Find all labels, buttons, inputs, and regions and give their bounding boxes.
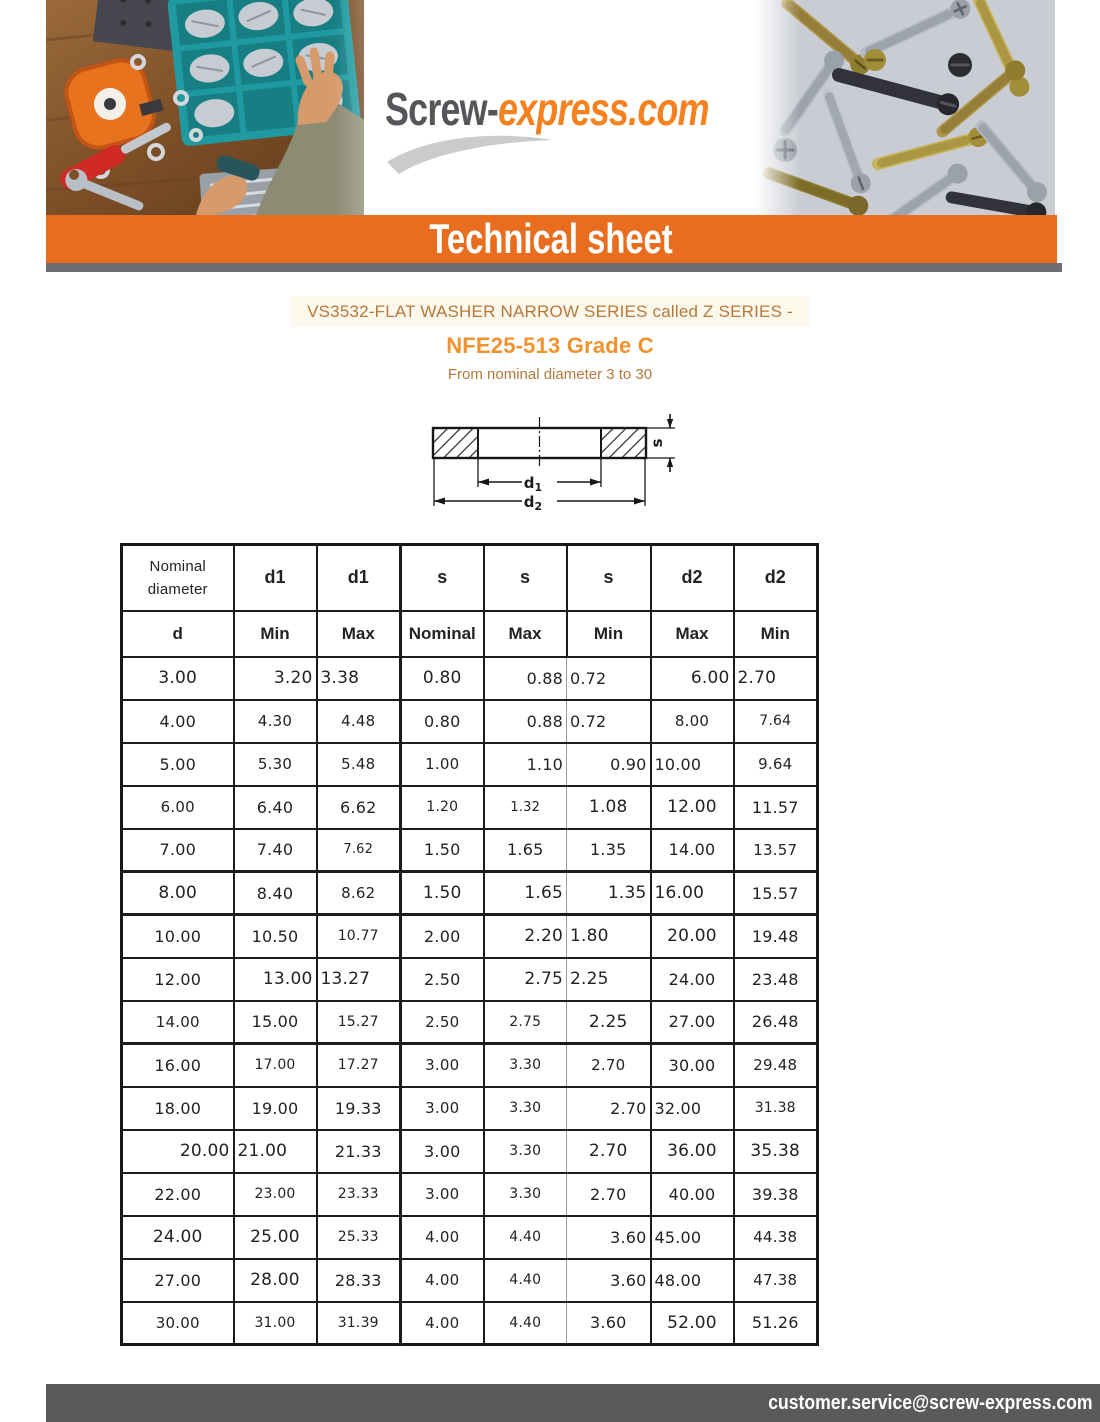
table-cell: 2.75 [484,958,567,1001]
table-row [122,872,818,915]
table-cell: 0.88 [484,657,567,700]
table-cell: 22.00 [122,1173,234,1216]
col-header: d1 [317,545,401,611]
col-header: s [484,545,567,611]
table-cell: 0.72 [567,657,651,700]
table-cell: 3.30 [484,1130,567,1173]
table-cell: 14.00 [651,829,734,872]
table-cell: 4.40 [484,1302,567,1345]
table-cell: 10.00 [122,915,234,958]
table-cell: 5.00 [122,743,234,786]
table-cell: 4.00 [401,1259,484,1302]
table-cell: 3.38 [317,657,401,700]
table-cell: 31.00 [234,1302,317,1345]
logo-swoosh [385,130,560,180]
table-cell: 6.00 [122,786,234,829]
table-cell: 10.50 [234,915,317,958]
washer-diagram [425,412,683,519]
table-cell: 4.30 [234,700,317,743]
table-cell: 23.33 [317,1173,401,1216]
table-cell: 3.60 [567,1216,651,1259]
table-cell: 6.62 [317,786,401,829]
doc-title-standard: NFE25-513 Grade C [446,333,654,358]
table-cell: 10.00 [651,743,734,786]
table-row [122,743,818,786]
table-cell: 3.60 [567,1259,651,1302]
table-cell: 48.00 [651,1259,734,1302]
table-cell: 36.00 [651,1130,734,1173]
table-cell: 3.00 [401,1173,484,1216]
footer-bar [46,1384,1100,1422]
table-cell: 47.38 [734,1259,818,1302]
col-header: s [567,545,651,611]
table-row [122,1087,818,1130]
col-header: d2 [651,545,734,611]
table-cell: 2.20 [484,915,567,958]
table-cell: 31.38 [734,1087,818,1130]
table-cell: 20.00 [651,915,734,958]
table-cell: 30.00 [651,1044,734,1087]
table-cell: 4.00 [122,700,234,743]
table-row [122,915,818,958]
table-cell: 3.60 [567,1302,651,1345]
logo [385,82,709,136]
table-cell: 1.20 [401,786,484,829]
table-cell: 13.57 [734,829,818,872]
table-cell: 6.40 [234,786,317,829]
spec-table [120,543,819,1346]
table-cell: 17.00 [234,1044,317,1087]
table-cell: 0.72 [567,700,651,743]
dimension-label-d2: $d_2$ [523,493,543,513]
table-cell: 2.70 [567,1044,651,1087]
table-cell: 8.62 [317,872,401,915]
table-cell: 5.48 [317,743,401,786]
table-row [122,1001,818,1044]
table-row [122,786,818,829]
table-row [122,958,818,1001]
table-cell: 45.00 [651,1216,734,1259]
table-cell: 19.48 [734,915,818,958]
table-cell: 32.00 [651,1087,734,1130]
table-cell: 8.00 [651,700,734,743]
table-cell: 10.77 [317,915,401,958]
table-cell: 2.50 [401,958,484,1001]
table-cell: 17.27 [317,1044,401,1087]
table-cell: 16.00 [122,1044,234,1087]
table-cell: 2.70 [567,1087,651,1130]
table-row [122,657,818,700]
table-cell: 12.00 [122,958,234,1001]
table-cell: 28.00 [234,1259,317,1302]
table-cell: 35.38 [734,1130,818,1173]
table-cell: 18.00 [122,1087,234,1130]
table-cell: 2.25 [567,958,651,1001]
table-cell: 3.00 [122,657,234,700]
footer-email: customer.service@screw-express.com [768,1391,1093,1414]
table-cell: 3.00 [401,1130,484,1173]
table-cell: 6.00 [651,657,734,700]
table-cell: 4.40 [484,1216,567,1259]
table-cell: 3.20 [234,657,317,700]
table-cell: 51.26 [734,1302,818,1345]
table-cell: 21.33 [317,1130,401,1173]
table-cell: 7.00 [122,829,234,872]
table-cell: 2.25 [567,1001,651,1044]
table-cell: 4.48 [317,700,401,743]
col-header: s [401,545,484,611]
table-cell: 25.00 [234,1216,317,1259]
table-cell: 0.80 [401,657,484,700]
table-cell: 1.00 [401,743,484,786]
table-cell: 20.00 [122,1130,234,1173]
banner-underline-strip [46,263,1062,272]
col-subheader: Max [651,611,734,657]
col-header: d2 [734,545,818,611]
table-cell: 2.75 [484,1001,567,1044]
table-cell: 24.00 [651,958,734,1001]
col-subheader: Max [317,611,401,657]
table-cell: 14.00 [122,1001,234,1044]
document-titles [0,296,1100,383]
table-row [122,1302,818,1345]
dimension-label-d1: $d_1$ [523,474,543,494]
table-cell: 0.90 [567,743,651,786]
table-cell: 4.00 [401,1302,484,1345]
table-cell: 44.38 [734,1216,818,1259]
table-cell: 12.00 [651,786,734,829]
table-cell: 19.00 [234,1087,317,1130]
table-cell: 13.27 [317,958,401,1001]
table-cell: 27.00 [651,1001,734,1044]
table-cell: 3.00 [401,1044,484,1087]
dimension-label-s: s [648,438,666,448]
table-cell: 1.65 [484,872,567,915]
table-cell: 1.50 [401,829,484,872]
table-cell: 30.00 [122,1302,234,1345]
table-cell: 1.10 [484,743,567,786]
table-cell: 11.57 [734,786,818,829]
table-cell: 1.08 [567,786,651,829]
table-cell: 52.00 [651,1302,734,1345]
col-subheader: Min [734,611,818,657]
table-cell: 28.33 [317,1259,401,1302]
col-subheader: Min [234,611,317,657]
table-cell: 4.40 [484,1259,567,1302]
table-row [122,700,818,743]
screws-pile-photo [755,0,1055,215]
table-cell: 16.00 [651,872,734,915]
table-row [122,829,818,872]
table-cell: 25.33 [317,1216,401,1259]
table-row [122,1216,818,1259]
table-cell: 15.57 [734,872,818,915]
table-cell: 7.40 [234,829,317,872]
table-cell: 1.65 [484,829,567,872]
col-header: d1 [234,545,317,611]
table-cell: 1.50 [401,872,484,915]
table-cell: 4.00 [401,1216,484,1259]
workbench-photo [46,0,364,215]
table-row [122,1259,818,1302]
table-row [122,1130,818,1173]
table-cell: 7.62 [317,829,401,872]
doc-title-series: VS3532-FLAT WASHER NARROW SERIES called Z SERIES - [307,302,793,321]
col-header: Nominal diameter [122,545,234,611]
table-cell: 15.00 [234,1001,317,1044]
table-cell: 2.70 [734,657,818,700]
table-cell: 2.70 [567,1130,651,1173]
table-cell: 0.80 [401,700,484,743]
table-row [122,1173,818,1216]
table-cell: 13.00 [234,958,317,1001]
table-cell: 7.64 [734,700,818,743]
doc-title-range: From nominal diameter 3 to 30 [447,366,653,383]
col-subheader: Nominal [401,611,484,657]
table-cell: 23.00 [234,1173,317,1216]
table-cell: 3.30 [484,1173,567,1216]
table-cell: 0.88 [484,700,567,743]
col-subheader: Max [484,611,567,657]
table-cell: 27.00 [122,1259,234,1302]
table-cell: 15.27 [317,1001,401,1044]
table-cell: 2.50 [401,1001,484,1044]
table-row [122,1044,818,1087]
table-cell: 26.48 [734,1001,818,1044]
table-cell: 23.48 [734,958,818,1001]
technical-sheet-banner [46,215,1057,263]
table-cell: 1.80 [567,915,651,958]
col-subheader: Min [567,611,651,657]
table-cell: 19.33 [317,1087,401,1130]
table-cell: 2.00 [401,915,484,958]
table-cell: 21.00 [234,1130,317,1173]
table-cell: 39.38 [734,1173,818,1216]
table-cell: 3.00 [401,1087,484,1130]
table-cell: 29.48 [734,1044,818,1087]
table-cell: 40.00 [651,1173,734,1216]
logo-text-screw: Screw- [385,83,498,135]
table-cell: 1.32 [484,786,567,829]
logo-text-express: express.com [497,83,709,135]
table-cell: 2.70 [567,1173,651,1216]
table-cell: 9.64 [734,743,818,786]
table-cell: 31.39 [317,1302,401,1345]
table-cell: 5.30 [234,743,317,786]
table-cell: 8.40 [234,872,317,915]
banner-title: Technical sheet [429,215,674,262]
table-cell: 3.30 [484,1044,567,1087]
table-cell: 1.35 [567,829,651,872]
col-subheader: d [122,611,234,657]
table-cell: 8.00 [122,872,234,915]
table-cell: 24.00 [122,1216,234,1259]
table-cell: 1.35 [567,872,651,915]
table-cell: 3.30 [484,1087,567,1130]
